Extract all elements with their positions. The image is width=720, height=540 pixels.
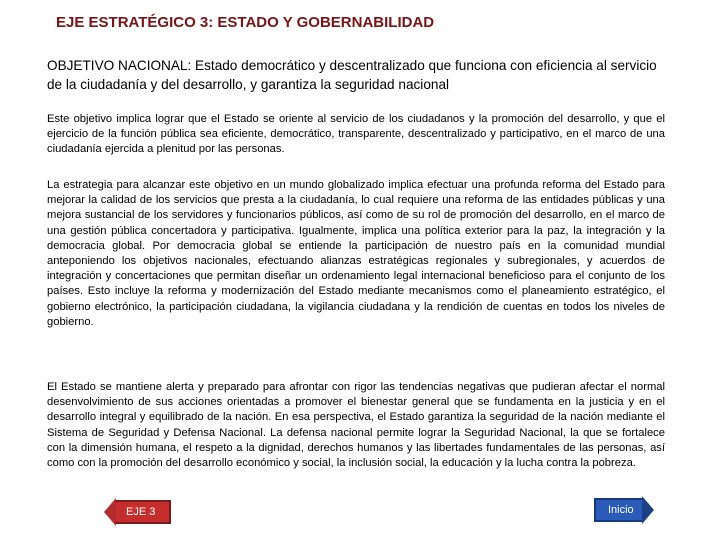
arrow-left-icon	[104, 498, 116, 526]
page-title: EJE ESTRATÉGICO 3: ESTADO Y GOBERNABILIDAD	[56, 14, 435, 31]
home-button-label: Inicio	[594, 498, 642, 522]
paragraph-1: Este objetivo implica lograr que el Estado se oriente al servicio de los ciudadanos y la promoción del desarrollo, y que el ejercicio de la función pública sea eficiente, democrático, transparente, descentralizado y participativo, en el marco de una ciudadanía ejercida a plenitud por las personas.	[47, 113, 665, 156]
national-objective: OBJETIVO NACIONAL: Estado democrático y descentralizado que funciona con eficiencia al servicio de la ciudadanía y del desarrollo, y garantiza la seguridad nacional	[47, 58, 657, 92]
back-button-label: EJE 3	[116, 500, 171, 524]
home-button[interactable]	[594, 496, 654, 524]
paragraph-3: El Estado se mantiene alerta y preparado para afrontar con rigor las tendencias negativas que pudieran afectar el normal desenvolvimiento de sus acciones orientadas a promover el bienestar general que se fundamenta en la justicia y en el desarrollo integral y equilibrado de la nación. En esa perspectiva, el Estado garantiza la seguridad de la nación mediante el Sistema de Seguridad y Defensa Nacional. La defensa nacional permite lograr la Seguridad Nacional, la que se fortalece con la dimensión humana, el respeto a la dignidad, derechos humanos y las libertades fundamentales de las personas, así como con la promoción del desarrollo económico y social, la inclusión social, la educación y la lucha contra la pobreza.	[47, 381, 665, 470]
back-eje3-button[interactable]	[104, 498, 171, 526]
paragraph-2: La estrategia para alcanzar este objetivo en un mundo globalizado implica efectuar una profunda reforma del Estado para mejorar la calidad de los servicios que presta a la ciudadanía, lo cual requiere una reforma de las entidades públicas y una mejora sustancial de los servidores y funcionarios públicos, así como de su rol de promoción del desarrollo, en el marco de una gestión pública concertadora y participativa. Igualmente, implica una política exterior para la paz, la integración y la democracia global. Por democracia global se entiende la participación de nuestro país en la comunidad mundial anteponiendo los objetivos nacionales, efectuando alianzas estratégicas regionales y subregionales, y acuerdos de integración y concertaciones que permitan diseñar un ordenamiento legal internacional beneficioso para el conjunto de los países. Esto incluye la reforma y modernización del Estado mediante mecanismos como el planeamiento estratégico, el gobierno electrónico, la participación ciudadana, la vigilancia ciudadana y la rendición de cuentas en todos los niveles de gobierno.	[47, 179, 665, 328]
arrow-right-icon	[642, 496, 654, 524]
